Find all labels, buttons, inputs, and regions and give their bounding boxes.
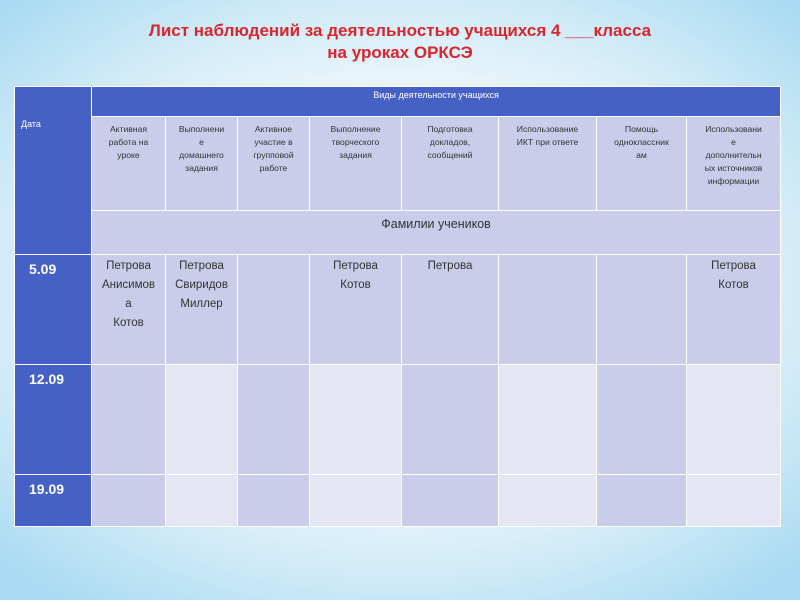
surnames-header: Фамилии учеников [92,211,781,255]
activity-header-line: одноклассник [614,137,669,147]
table-row [15,255,781,365]
activity-header-line: е [199,137,204,147]
date-cell: 19.09 [15,475,92,527]
student-name: Петрова [427,260,473,272]
activity-header-line: домашнего [179,150,224,160]
activity-header-line: Подготовка [427,124,473,134]
observation-cell [597,475,687,527]
activity-header-line: ых источников [704,163,763,173]
activity-header-line: Использование [516,124,579,134]
observation-cell [92,475,166,527]
activity-header-cell [166,117,238,211]
activity-header-line: информации [707,176,760,186]
observation-cell [687,255,781,365]
student-name: Петрова [711,260,756,272]
date-header: Дата [15,87,92,255]
observation-cell [238,365,310,475]
observation-cell [310,255,402,365]
observation-cell [310,475,402,527]
observation-cell [166,365,238,475]
observation-cell [499,255,597,365]
activity-header-line: е [731,137,736,147]
activity-header-cell [238,117,310,211]
activity-header-line: Использовани [705,124,762,134]
activity-header-cell [310,117,402,211]
activity-header-cell [597,117,687,211]
table-row [15,365,781,475]
observation-sheet [14,86,780,526]
page-title [0,20,800,64]
activity-header-line: докладов, [429,137,471,147]
observation-cell [499,475,597,527]
date-cell: 12.09 [15,365,92,475]
observation-cell [402,475,499,527]
activity-header-line: задания [339,150,372,160]
activity-header-line: Выполнение [330,124,381,134]
activity-header-line: работе [259,163,288,173]
student-name: Петрова [179,260,224,272]
student-name: Петрова [333,260,378,272]
observation-cell [166,475,238,527]
observation-cell [402,365,499,475]
activity-header-cell [402,117,499,211]
student-name: а [125,298,132,310]
student-name: Петрова [106,260,151,272]
title-line-2: на уроках ОРКСЭ [327,43,473,62]
activity-header-cell [687,117,781,211]
activity-header-line: дополнительн [705,150,762,160]
activity-header-line: Активная [109,124,148,134]
observation-cell [687,475,781,527]
observation-cell [238,255,310,365]
activity-header-line: творческого [331,137,380,147]
observation-cell [402,255,499,365]
activity-header-line: работа на [108,137,149,147]
activity-header-line: Активное [254,124,293,134]
student-name: Котов [718,279,749,291]
activity-types-header: Виды деятельности учащихся [92,87,781,117]
activity-header-line: ИКТ при ответе [516,137,579,147]
table-row [15,475,781,527]
activity-header-line: уроке [117,150,140,160]
observation-cell [310,365,402,475]
observation-cell [597,255,687,365]
observation-cell [597,365,687,475]
observation-cell [499,365,597,475]
activity-header-line: участие в [254,137,293,147]
activity-row [15,117,781,211]
activity-header-line: Выполнени [178,124,225,134]
title-line-1: Лист наблюдений за деятельностью учащихся 4 ___класса [148,21,652,40]
student-name: Котов [340,279,371,291]
activity-header-line: Помощь [624,124,659,134]
observation-cell [92,255,166,365]
date-cell: 5.09 [15,255,92,365]
observation-table [14,86,781,527]
observation-cell [92,365,166,475]
observation-cell [687,365,781,475]
student-name: Свиридов [175,279,228,291]
student-name: Котов [113,317,144,329]
activity-header-cell [92,117,166,211]
observation-cell [238,475,310,527]
student-name: Миллер [180,298,223,310]
activity-header-cell [499,117,597,211]
activity-header-line: задания [185,163,218,173]
activity-header-line: ам [636,150,647,160]
activity-header-line: сообщений [427,150,473,160]
observation-cell [166,255,238,365]
student-name: Анисимов [101,279,156,291]
activity-header-line: групповой [253,150,294,160]
